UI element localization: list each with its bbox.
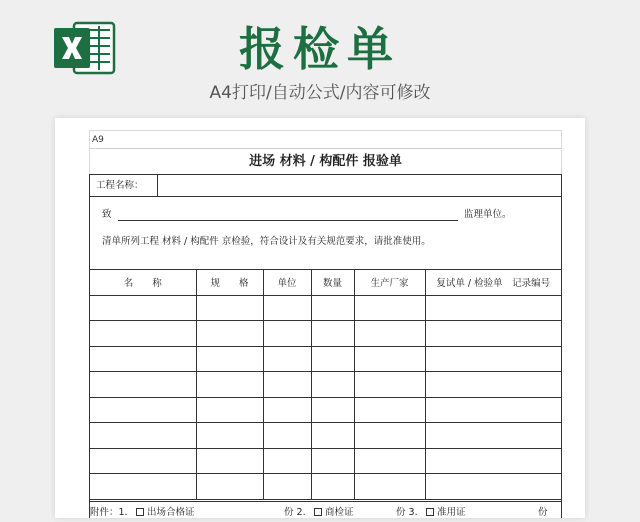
table-cell[interactable]: [196, 346, 263, 372]
table-row: [90, 448, 561, 474]
column-header-0: 名 称: [90, 270, 196, 296]
attachment-label-3: 准用证: [437, 507, 466, 518]
table-cell[interactable]: [311, 423, 354, 449]
table-cell[interactable]: [425, 321, 561, 347]
table-cell[interactable]: [90, 346, 196, 372]
table-cell[interactable]: [354, 397, 425, 423]
table-cell[interactable]: [196, 321, 263, 347]
form-frame: [89, 174, 562, 518]
table-row: [90, 295, 561, 321]
table-cell[interactable]: [354, 295, 425, 321]
table-cell[interactable]: [263, 321, 311, 347]
attachment-item-3[interactable]: [426, 504, 466, 522]
table-cell[interactable]: [425, 295, 561, 321]
banner-subtitle: A4打印/自动公式/内容可修改: [209, 83, 431, 103]
table-row: [90, 423, 561, 449]
table-cell[interactable]: [196, 423, 263, 449]
table-cell[interactable]: [90, 321, 196, 347]
table-cell[interactable]: [263, 423, 311, 449]
table-cell[interactable]: [263, 448, 311, 474]
table-cell[interactable]: [354, 321, 425, 347]
table-cell[interactable]: [196, 372, 263, 398]
project-row: [90, 175, 561, 197]
attachment-count-1: 份 2.: [284, 507, 306, 518]
addressee-row: [90, 197, 561, 227]
table-row: [90, 474, 561, 500]
addressee-prefix: 致: [102, 209, 112, 220]
table-row: [90, 372, 561, 398]
table-cell[interactable]: [311, 295, 354, 321]
table-row: [90, 346, 561, 372]
table-cell[interactable]: [263, 346, 311, 372]
table-cell[interactable]: [425, 346, 561, 372]
table-body: [90, 295, 561, 499]
table-cell[interactable]: [425, 448, 561, 474]
table-cell[interactable]: [90, 474, 196, 500]
addressee-underline[interactable]: [118, 220, 458, 221]
column-header-1: 规 格: [196, 270, 263, 296]
table-cell[interactable]: [425, 397, 561, 423]
attachments-prefix: 附件：1.: [90, 507, 128, 518]
sheet-preview: [55, 118, 585, 518]
table-cell[interactable]: [263, 474, 311, 500]
checkbox-icon[interactable]: [426, 508, 434, 516]
table-cell[interactable]: [354, 372, 425, 398]
checkbox-icon[interactable]: [314, 508, 322, 516]
table-cell[interactable]: [90, 423, 196, 449]
table-cell[interactable]: [196, 448, 263, 474]
column-header-3: 数量: [311, 270, 354, 296]
table-row: [90, 321, 561, 347]
addressee-suffix: 监理单位。: [464, 209, 512, 220]
column-header-2: 单位: [263, 270, 311, 296]
attachment-item-2[interactable]: [314, 504, 354, 522]
table-cell[interactable]: [196, 295, 263, 321]
column-header-5: 复试单 / 检验单 记录编号: [425, 270, 561, 296]
cell-reference[interactable]: A9: [89, 130, 562, 149]
table-cell[interactable]: [425, 372, 561, 398]
banner-title: 报检单: [239, 22, 401, 76]
attachment-count-2: 份 3.: [396, 507, 418, 518]
table-row: [90, 397, 561, 423]
table-cell[interactable]: [354, 346, 425, 372]
table-header-row: [90, 270, 561, 296]
table-cell[interactable]: [311, 474, 354, 500]
table-cell[interactable]: [263, 397, 311, 423]
attachment-label-2: 商检证: [325, 507, 354, 518]
table-cell[interactable]: [311, 346, 354, 372]
table-cell[interactable]: [90, 372, 196, 398]
table-cell[interactable]: [90, 448, 196, 474]
attachment-item-1[interactable]: [136, 504, 195, 522]
table-cell[interactable]: [90, 397, 196, 423]
table-cell[interactable]: [311, 448, 354, 474]
attachment-count-3: 份: [538, 507, 548, 518]
form-title: 进场 材料 / 构配件 报验单: [89, 150, 562, 174]
attachment-label-1: 出场合格证: [147, 507, 195, 518]
table-cell[interactable]: [90, 295, 196, 321]
table-cell[interactable]: [354, 423, 425, 449]
table-cell[interactable]: [425, 423, 561, 449]
checkbox-icon[interactable]: [136, 508, 144, 516]
form-area: [89, 130, 562, 518]
attachments-row: [90, 501, 561, 519]
project-label: 工程名称：: [90, 175, 158, 196]
column-header-4: 生产厂家: [354, 270, 425, 296]
table-cell[interactable]: [196, 474, 263, 500]
table-cell[interactable]: [311, 372, 354, 398]
table-cell[interactable]: [263, 295, 311, 321]
table-cell[interactable]: [425, 474, 561, 500]
table-cell[interactable]: [311, 321, 354, 347]
table-cell[interactable]: [196, 397, 263, 423]
table-cell[interactable]: [311, 397, 354, 423]
materials-table: [90, 269, 561, 500]
body-statement: 清单所列工程 材料 / 构配件 京检验，符合设计及有关规范要求，请批准使用。: [102, 236, 431, 247]
table-cell[interactable]: [354, 474, 425, 500]
table-cell[interactable]: [263, 372, 311, 398]
table-cell[interactable]: [354, 448, 425, 474]
